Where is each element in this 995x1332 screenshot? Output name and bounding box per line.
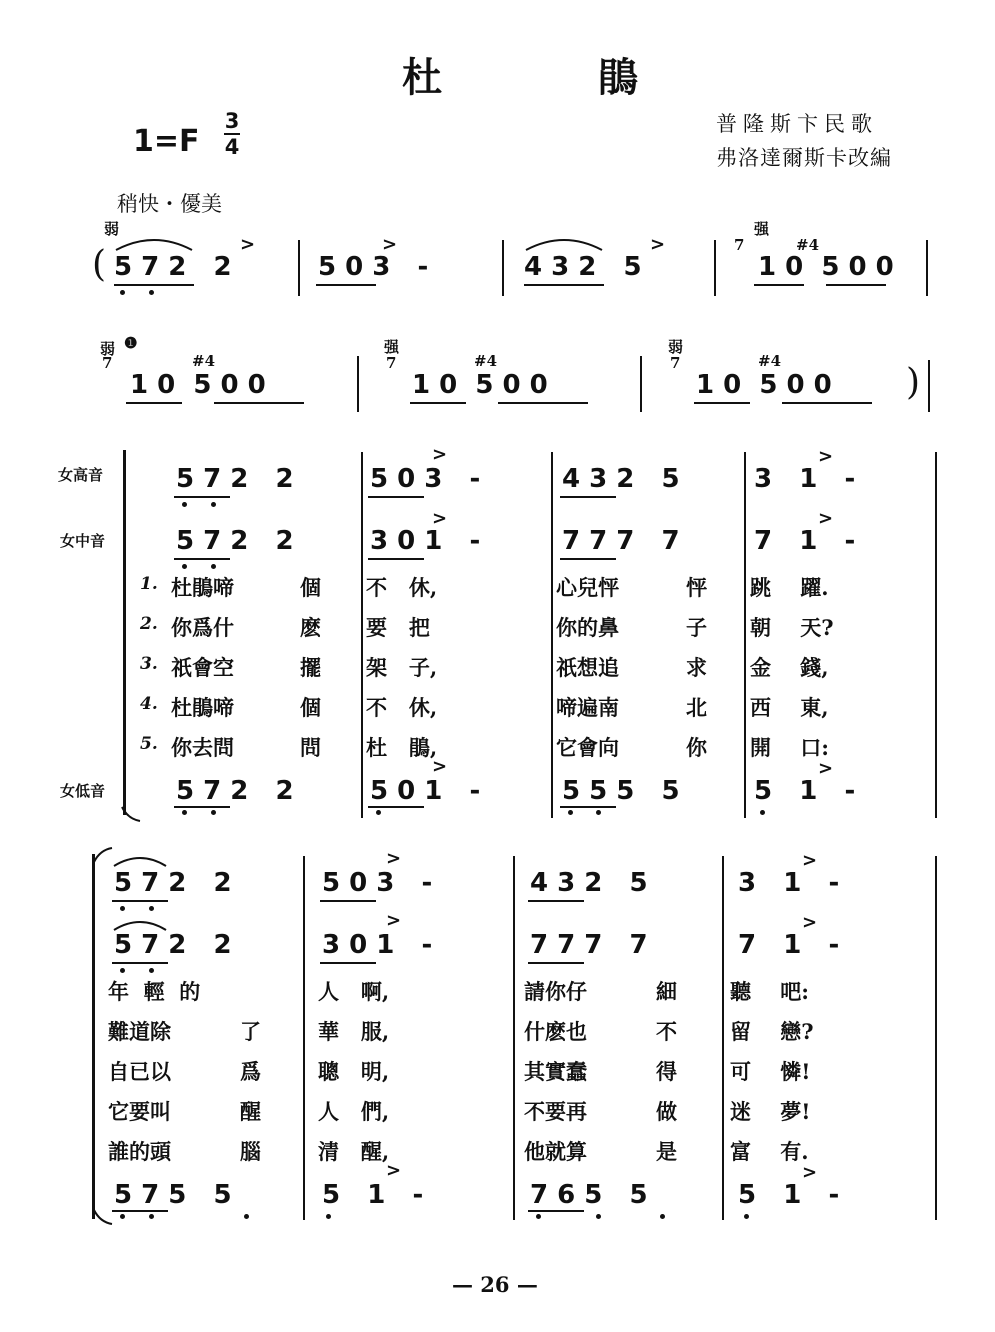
alto-measure-5: 5 7 5 5	[114, 1180, 232, 1210]
underline	[320, 900, 376, 902]
intro-measure-2: 5 0 3 -	[318, 252, 429, 282]
grace-note: 7	[670, 354, 681, 372]
dynamic-mark: 强	[754, 220, 770, 238]
barline	[357, 356, 359, 412]
mezzo-measure-8: 7 1 -	[738, 930, 840, 960]
verse-5-lyric: 他就算	[524, 1139, 587, 1164]
verse-1-lyric: 心兒怦	[556, 575, 619, 600]
underline	[112, 1210, 168, 1212]
verse-4-lyric: 個	[300, 695, 321, 720]
verse-number: 5.	[140, 734, 158, 754]
accent-mark: >	[802, 912, 818, 933]
verse-1-lyric: 細	[656, 979, 677, 1004]
soprano-measure-4: 3 1 -	[754, 464, 856, 494]
verse-5-lyric: 是	[656, 1139, 677, 1164]
credit-origin: 普隆斯卞民歌	[716, 112, 878, 136]
verse-1-lyric: 杜鵑啼	[171, 575, 234, 600]
underline	[560, 806, 616, 808]
key-signature: 1=F	[133, 124, 200, 159]
barline	[303, 856, 305, 1220]
dynamic-mark: 弱	[104, 220, 120, 238]
verse-5-lyric: 開 口:	[750, 735, 829, 760]
low-dot	[568, 810, 573, 815]
intro-row2-measure-2: 1 0 5 0 0	[412, 370, 548, 400]
verse-1-lyric: 怦	[686, 575, 707, 600]
sharp-grace-note: #4	[474, 352, 498, 370]
low-dot	[376, 810, 381, 815]
verse-number: 3.	[140, 654, 158, 674]
accent-mark: >	[432, 508, 448, 529]
circled-number: ❶	[124, 334, 138, 352]
grace-note: 7	[734, 236, 745, 254]
verse-2-lyric: 子	[686, 615, 707, 640]
page-number: — 26 —	[452, 1272, 538, 1297]
verse-2-lyric: 華 服,	[318, 1019, 390, 1044]
underline	[528, 900, 584, 902]
verse-4-lyric: 做	[656, 1099, 677, 1124]
verse-5-lyric: 你	[686, 735, 707, 760]
verse-3-lyric: 求	[686, 655, 707, 680]
grace-note: 7	[386, 354, 397, 372]
mezzo-measure-7: 7 7 7 7	[530, 930, 648, 960]
underline	[754, 284, 804, 286]
verse-5-lyric: 你去問	[171, 735, 234, 760]
barline	[744, 452, 746, 818]
verse-1-lyric: 聽 吧:	[730, 979, 809, 1004]
barline	[935, 856, 937, 1220]
verse-3-lyric: 祇想追	[556, 655, 619, 680]
voice-label-soprano: 女高音	[58, 466, 104, 484]
intro-row2-measure-3: 1 0 5 0 0	[696, 370, 832, 400]
title-char-1: 杜	[402, 54, 442, 101]
underline	[112, 900, 168, 902]
verse-1-lyric: 不 休,	[366, 575, 438, 600]
verse-1-lyric: 年 輕 的	[108, 979, 201, 1004]
alto-measure-2: 5 0 1 -	[370, 776, 481, 806]
underline	[316, 284, 376, 286]
verse-2-lyric: 朝 天?	[750, 615, 834, 640]
mezzo-measure-4: 7 1 -	[754, 526, 856, 556]
sharp-grace-note: #4	[796, 236, 820, 254]
accent-mark: >	[382, 234, 398, 255]
low-dot	[120, 1214, 125, 1219]
alto-measure-8: 5 1 -	[738, 1180, 840, 1210]
underline	[694, 402, 750, 404]
low-dot	[182, 810, 187, 815]
alto-measure-7: 7 6 5 5	[530, 1180, 648, 1210]
accent-mark: >	[818, 446, 834, 467]
soprano-measure-2: 5 0 3 -	[370, 464, 481, 494]
underline	[368, 806, 424, 808]
low-dot	[182, 564, 187, 569]
verse-3-lyric: 擺	[300, 655, 321, 680]
accent-mark: >	[240, 234, 256, 255]
verse-2-lyric: 不	[656, 1019, 677, 1044]
underline	[524, 284, 604, 286]
underline	[174, 496, 230, 498]
tempo-marking: 稍快・優美	[117, 192, 222, 216]
barline	[298, 240, 300, 296]
accent-mark: >	[818, 758, 834, 779]
underline	[174, 558, 230, 560]
accent-mark: >	[386, 1160, 402, 1181]
low-dot	[120, 906, 125, 911]
verse-2-lyric: 你的鼻	[556, 615, 619, 640]
intro-close-paren: )	[906, 362, 921, 403]
accent-mark: >	[818, 508, 834, 529]
accent-mark: >	[802, 1162, 818, 1183]
verse-3-lyric: 祇會空	[171, 655, 234, 680]
low-dot	[760, 810, 765, 815]
barline	[928, 360, 930, 412]
alto-measure-6: 5 1 -	[322, 1180, 424, 1210]
verse-4-lyric: 北	[686, 695, 707, 720]
accent-mark: >	[386, 910, 402, 931]
barline	[714, 240, 716, 296]
underline	[368, 496, 424, 498]
title-char-2: 鵑	[598, 54, 638, 101]
verse-3-lyric: 金 錢,	[750, 655, 829, 680]
intro-measure-4: 1 0 5 0 0	[758, 252, 894, 282]
soprano-measure-1: 5 7 2 2	[176, 464, 294, 494]
mezzo-measure-1: 5 7 2 2	[176, 526, 294, 556]
slur-mark	[524, 236, 604, 252]
verse-3-lyric: 其實蠢	[524, 1059, 587, 1084]
alto-measure-3: 5 5 5 5	[562, 776, 680, 806]
verse-number: 1.	[140, 574, 158, 594]
accent-mark: >	[432, 756, 448, 777]
system-bracket	[92, 854, 95, 1219]
underline	[114, 284, 194, 286]
accent-mark: >	[650, 234, 666, 255]
underline	[368, 558, 424, 560]
verse-1-lyric: 請你仔	[524, 979, 587, 1004]
system-bracket	[123, 450, 126, 815]
sharp-grace-note: #4	[192, 352, 216, 370]
verse-4-lyric: 迷 夢!	[730, 1099, 811, 1124]
low-dot	[596, 810, 601, 815]
soprano-measure-8: 3 1 -	[738, 868, 840, 898]
verse-5-lyric: 問	[300, 735, 321, 760]
dynamic-mark: 弱	[100, 340, 116, 358]
barline	[722, 856, 724, 1220]
verse-2-lyric: 你爲什	[171, 615, 234, 640]
alto-measure-1: 5 7 2 2	[176, 776, 294, 806]
verse-1-lyric: 個	[300, 575, 321, 600]
verse-5-lyric: 腦	[240, 1139, 261, 1164]
low-dot	[211, 564, 216, 569]
verse-4-lyric: 人 們,	[318, 1099, 390, 1124]
verse-number: 4.	[140, 694, 158, 714]
verse-5-lyric: 誰的頭	[108, 1139, 171, 1164]
verse-3-lyric: 聰 明,	[318, 1059, 390, 1084]
low-dot	[120, 968, 125, 973]
underline	[410, 402, 466, 404]
verse-1-lyric: 人 啊,	[318, 979, 390, 1004]
underline	[214, 402, 304, 404]
dynamic-mark: 强	[384, 338, 400, 356]
voice-label-mezzo: 女中音	[60, 532, 106, 550]
time-top: 3	[224, 109, 240, 133]
verse-3-lyric: 自已以	[108, 1059, 171, 1084]
barline	[926, 240, 928, 296]
intro-row2-measure-1: 1 0 5 0 0	[130, 370, 266, 400]
underline	[560, 558, 616, 560]
voice-label-alto: 女低音	[60, 782, 106, 800]
verse-4-lyric: 西 東,	[750, 695, 829, 720]
verse-4-lyric: 杜鵑啼	[171, 695, 234, 720]
underline	[782, 402, 872, 404]
grace-note: 7	[102, 354, 113, 372]
verse-2-lyric: 什麽也	[524, 1019, 587, 1044]
verse-3-lyric: 架 子,	[366, 655, 438, 680]
underline	[126, 402, 182, 404]
verse-2-lyric: 留 戀?	[730, 1019, 814, 1044]
underline	[826, 284, 886, 286]
barline	[513, 856, 515, 1220]
verse-2-lyric: 難道除	[108, 1019, 171, 1044]
low-dot	[326, 1214, 331, 1219]
underline	[560, 496, 616, 498]
verse-5-lyric: 富 有.	[730, 1139, 809, 1164]
underline	[320, 962, 376, 964]
intro-measure-3: 4 3 2 5	[524, 252, 642, 282]
accent-mark: >	[432, 444, 448, 465]
time-bottom: 4	[224, 135, 240, 159]
barline	[551, 452, 553, 818]
verse-3-lyric: 可 憐!	[730, 1059, 811, 1084]
underline	[174, 806, 230, 808]
verse-4-lyric: 它要叫	[108, 1099, 171, 1124]
low-dot	[149, 906, 154, 911]
verse-2-lyric: 麽	[300, 615, 321, 640]
verse-5-lyric: 清 醒,	[318, 1139, 390, 1164]
low-dot	[182, 502, 187, 507]
dynamic-mark: 弱	[668, 338, 684, 356]
low-dot	[536, 1214, 541, 1219]
verse-3-lyric: 得	[656, 1059, 677, 1084]
low-dot	[744, 1214, 749, 1219]
soprano-measure-7: 4 3 2 5	[530, 868, 648, 898]
underline	[112, 962, 168, 964]
verse-5-lyric: 它會向	[556, 735, 619, 760]
low-dot	[211, 502, 216, 507]
verse-4-lyric: 不 休,	[366, 695, 438, 720]
soprano-measure-6: 5 0 3 -	[322, 868, 433, 898]
soprano-measure-5: 5 7 2 2	[114, 868, 232, 898]
verse-number: 2.	[140, 614, 158, 634]
barline	[361, 452, 363, 818]
sharp-grace-note: #4	[758, 352, 782, 370]
verse-2-lyric: 要 把	[366, 615, 430, 640]
soprano-measure-3: 4 3 2 5	[562, 464, 680, 494]
underline	[528, 962, 584, 964]
underline	[498, 402, 588, 404]
barline	[935, 452, 937, 818]
alto-measure-4: 5 1 -	[754, 776, 856, 806]
low-dot	[149, 290, 154, 295]
verse-4-lyric: 啼遍南	[556, 695, 619, 720]
accent-mark: >	[386, 848, 402, 869]
low-dot	[596, 1214, 601, 1219]
mezzo-measure-6: 3 0 1 -	[322, 930, 433, 960]
barline	[502, 240, 504, 296]
verse-2-lyric: 了	[240, 1019, 261, 1044]
mezzo-measure-5: 5 7 2 2	[114, 930, 232, 960]
low-dot	[211, 810, 216, 815]
slur-mark	[114, 236, 194, 252]
low-dot	[149, 968, 154, 973]
barline	[640, 356, 642, 412]
slur-mark	[112, 854, 168, 868]
verse-4-lyric: 醒	[240, 1099, 261, 1124]
time-signature	[222, 110, 242, 158]
intro-measure-1: 5 7 2 2	[114, 252, 232, 282]
low-dot	[660, 1214, 665, 1219]
low-dot	[120, 290, 125, 295]
intro-open-paren: (	[92, 244, 107, 285]
accent-mark: >	[802, 850, 818, 871]
low-dot	[149, 1214, 154, 1219]
low-dot	[244, 1214, 249, 1219]
credit-arranger: 弗洛達爾斯卡改編	[716, 146, 892, 170]
underline	[528, 1210, 584, 1212]
verse-1-lyric: 跳 躍.	[750, 575, 829, 600]
brace-mark	[118, 805, 148, 825]
mezzo-measure-2: 3 0 1 -	[370, 526, 481, 556]
verse-5-lyric: 杜 鵑,	[366, 735, 438, 760]
verse-3-lyric: 爲	[240, 1059, 261, 1084]
verse-4-lyric: 不要再	[524, 1099, 587, 1124]
mezzo-measure-3: 7 7 7 7	[562, 526, 680, 556]
